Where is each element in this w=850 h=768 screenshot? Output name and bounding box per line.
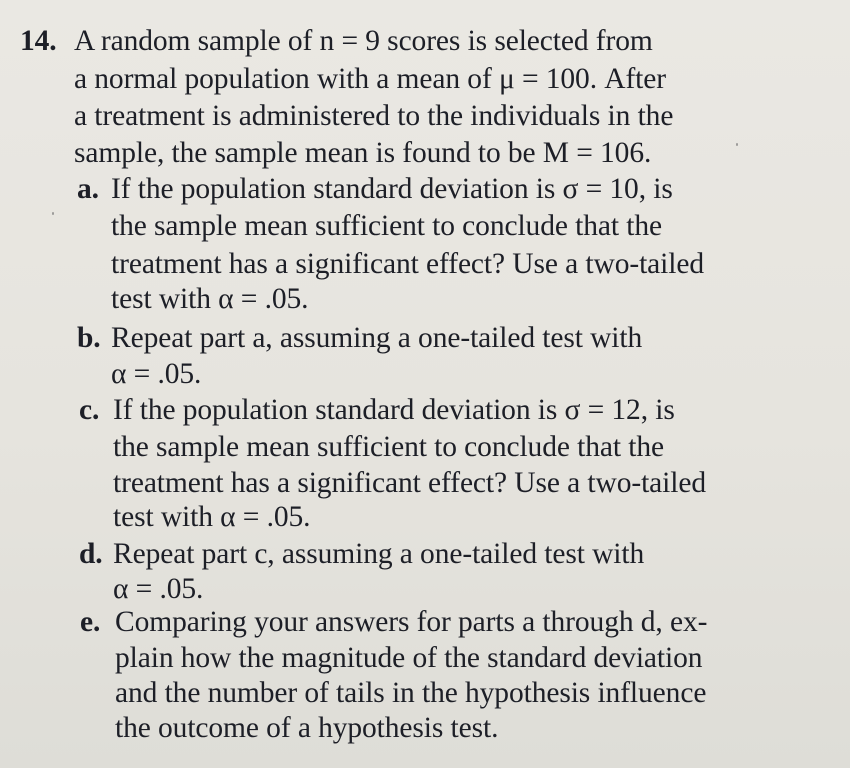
part-b-line-1: Repeat part a, assuming a one-tailed test with bbox=[111, 322, 643, 354]
stem-line-2: a normal population with a mean of μ = 100. After bbox=[74, 63, 667, 95]
part-c-line-2: the sample mean sufficient to conclude that the bbox=[113, 431, 664, 463]
part-c-line-4: test with α = .05. bbox=[113, 501, 311, 533]
stem-line-4: sample, the sample mean is found to be M = 106. bbox=[74, 137, 652, 169]
part-a-line-3: treatment has a significant effect? Use a two-tailed bbox=[111, 248, 705, 280]
part-a-line-1: If the population standard deviation is σ = 10, is bbox=[111, 173, 673, 205]
part-b-line-2: α = .05. bbox=[111, 358, 202, 390]
part-a-line-4: test with α = .05. bbox=[111, 283, 309, 315]
part-e-line-4: the outcome of a hypothesis test. bbox=[115, 712, 499, 744]
print-speck bbox=[736, 143, 738, 146]
part-d-line-1: Repeat part c, assuming a one-tailed test with bbox=[113, 538, 645, 570]
part-b-label: b. bbox=[77, 322, 101, 354]
part-e-line-3: and the number of tails in the hypothesis influence bbox=[115, 677, 707, 709]
part-e-line-1: Comparing your answers for parts a through d, ex- bbox=[115, 606, 708, 638]
part-c-line-1: If the population standard deviation is σ = 12, is bbox=[113, 394, 675, 426]
part-e-line-2: plain how the magnitude of the standard deviation bbox=[115, 642, 703, 674]
part-d-line-2: α = .05. bbox=[113, 573, 204, 605]
part-c-line-3: treatment has a significant effect? Use a two-tailed bbox=[113, 467, 707, 499]
print-speck bbox=[52, 212, 54, 215]
part-e-label: e. bbox=[80, 606, 101, 638]
part-d-label: d. bbox=[79, 538, 103, 570]
stem-line-3: a treatment is administered to the individuals in the bbox=[74, 100, 674, 132]
part-a-label: a. bbox=[77, 173, 99, 205]
part-c-label: c. bbox=[79, 394, 100, 426]
problem-number: 14. bbox=[20, 25, 57, 57]
stem-line-1: A random sample of n = 9 scores is selected from bbox=[74, 25, 653, 57]
part-a-line-2: the sample mean sufficient to conclude that the bbox=[111, 210, 662, 242]
